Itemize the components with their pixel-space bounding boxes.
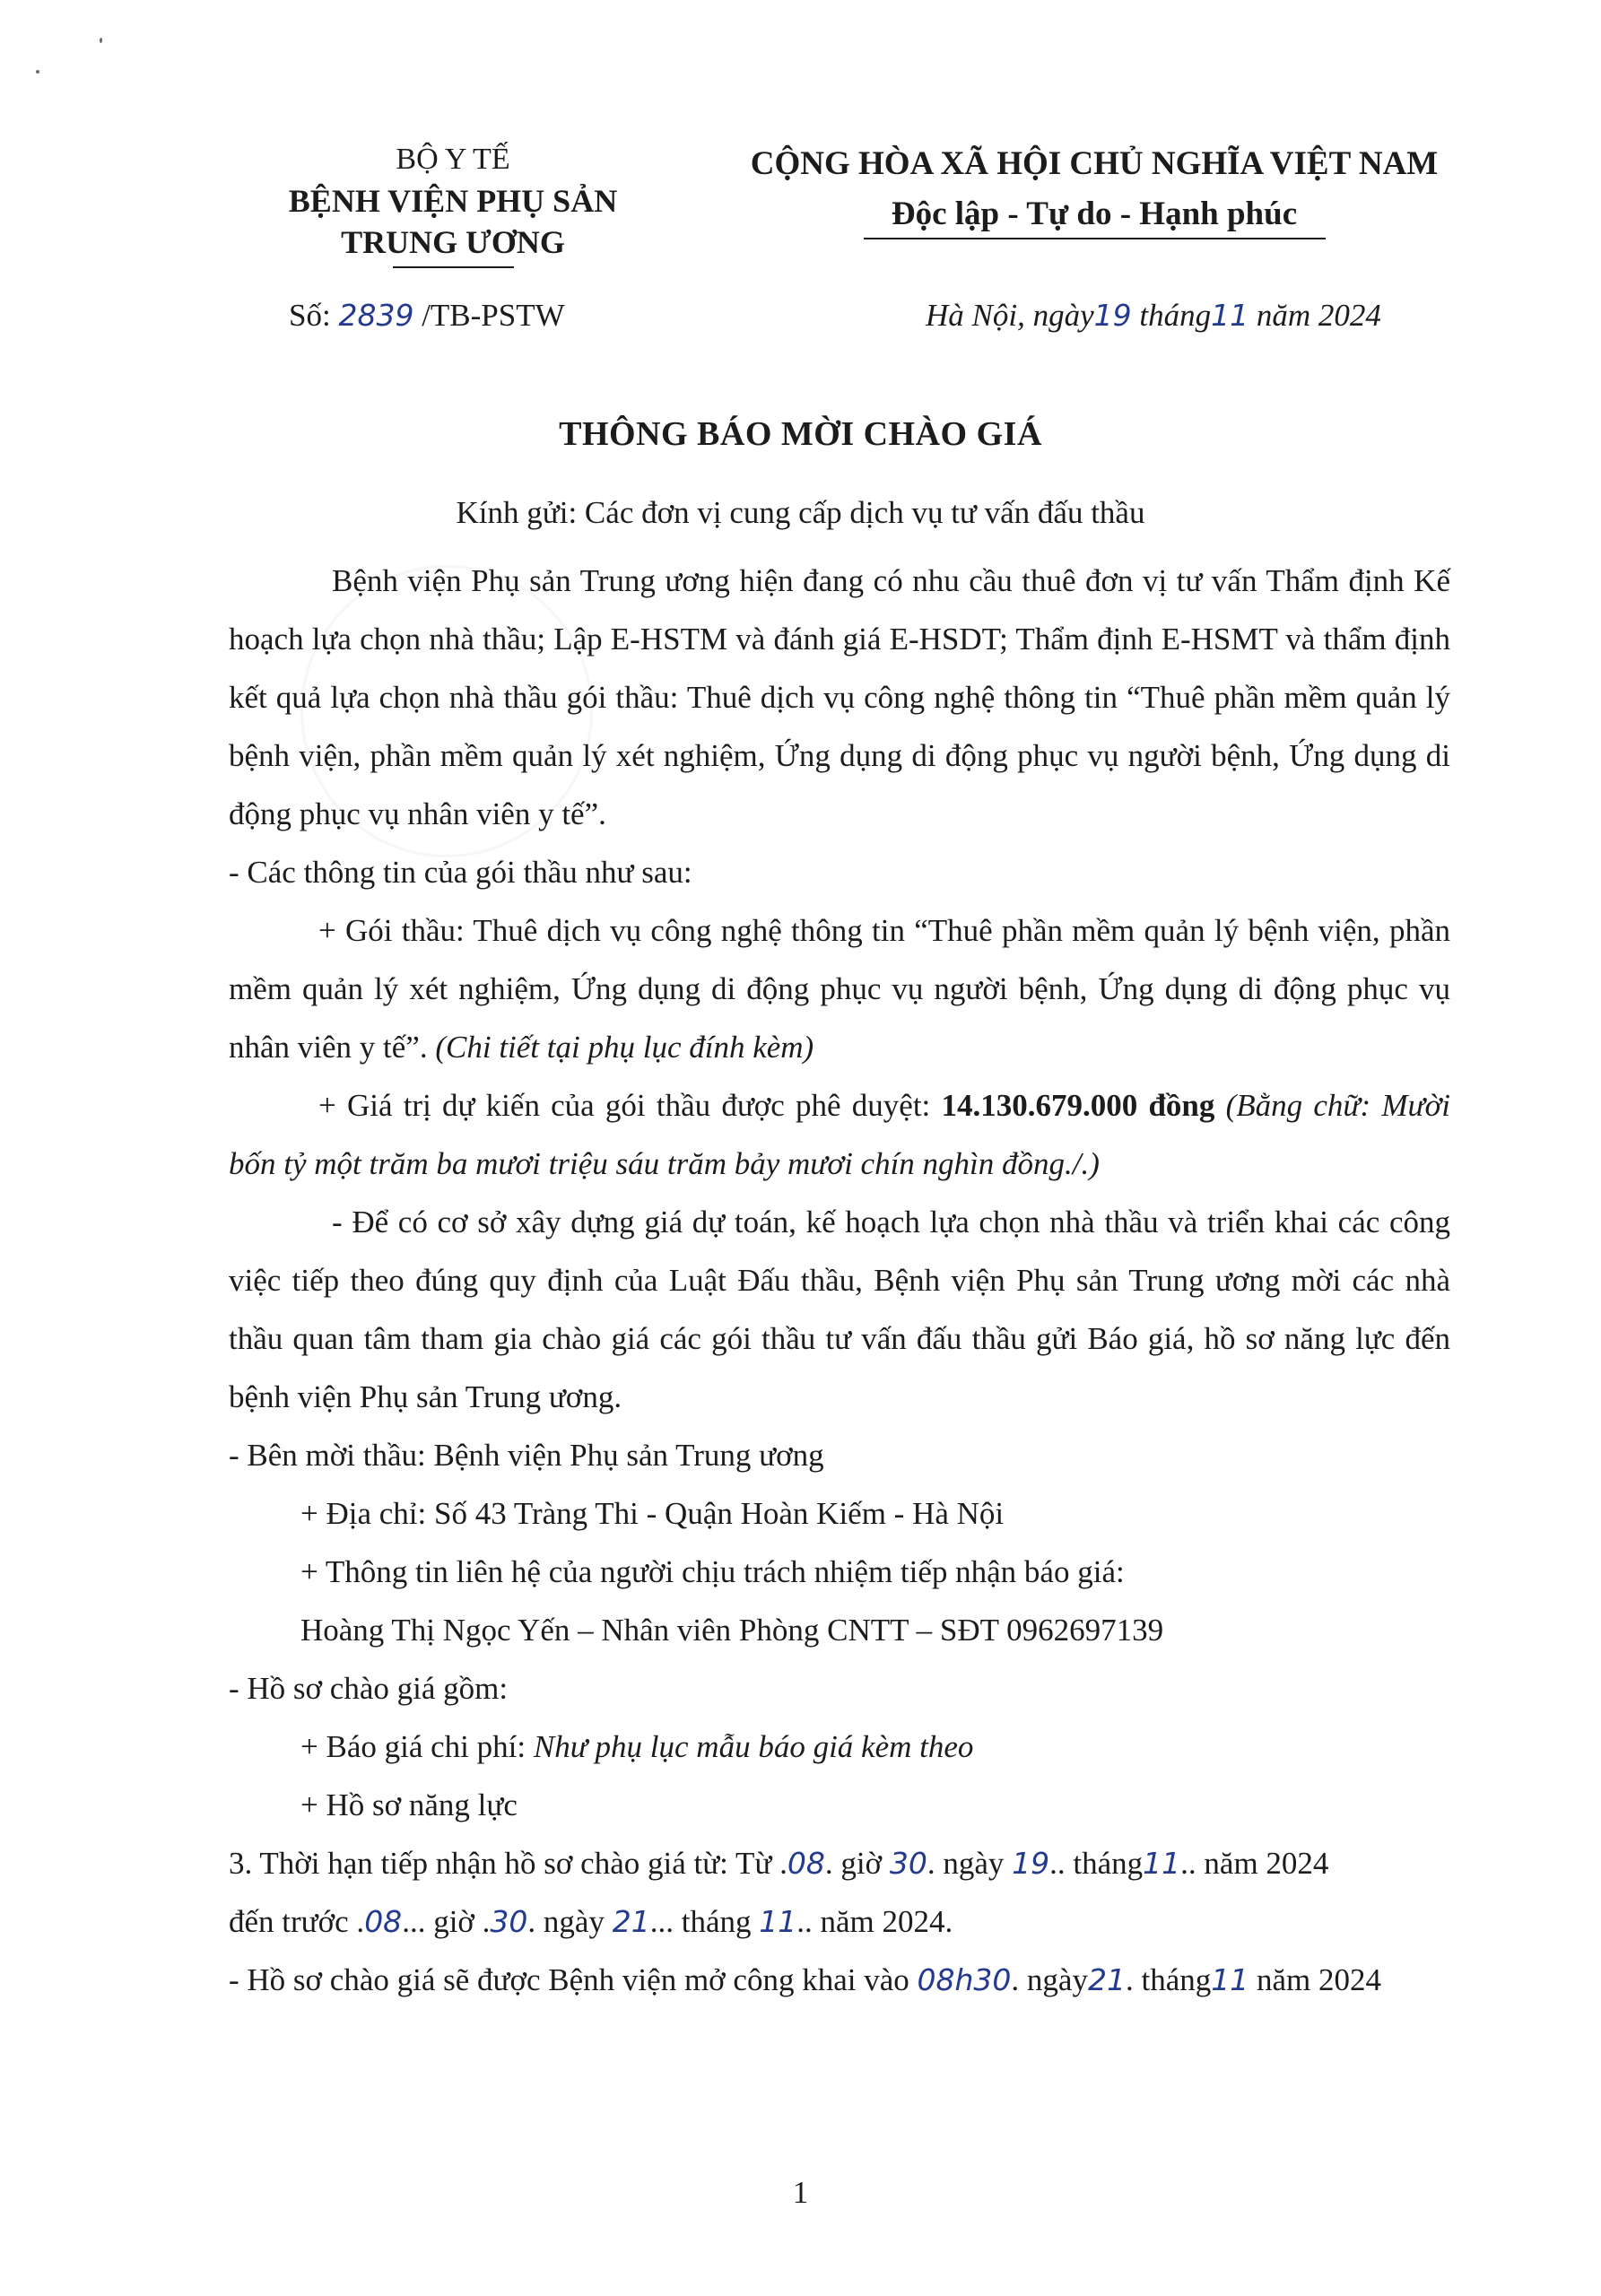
contact-heading: + Thông tin liên hệ của người chịu trách nhiệm tiếp nhận báo giá:	[300, 1554, 1125, 1589]
capability-line: + Hồ sơ năng lực	[300, 1787, 518, 1822]
issue-date	[926, 298, 1381, 334]
doc-number-prefix: Số:	[289, 298, 339, 333]
deadline-text: . ngày	[927, 1846, 1013, 1881]
hospital-name-line2: TRUNG ƯƠNG	[341, 224, 565, 260]
value-amount: 14.130.679.000 đồng	[941, 1088, 1215, 1123]
issuer-underline	[393, 266, 514, 268]
opening-time: 08h30	[917, 1962, 1012, 1997]
deadline-text: . giờ	[824, 1846, 890, 1881]
deadline-from-minute: 30	[889, 1846, 927, 1881]
deadline-to-day: 21	[612, 1904, 650, 1939]
quote-line	[229, 1718, 1450, 1776]
quote-note: Như phụ lục mẫu báo giá kèm theo	[533, 1729, 974, 1764]
date-prefix: Hà Nội, ngày	[926, 298, 1094, 333]
opening-text: . ngày	[1011, 1962, 1088, 1997]
deadline-from-day: 19	[1012, 1846, 1050, 1881]
opening-day: 21	[1087, 1962, 1126, 1997]
greeting-line: Kính gửi: Các đơn vị cung cấp dịch vụ tư vấn đấu thầu	[456, 495, 1145, 530]
ministry-name: BỘ Y TẾ	[396, 143, 510, 176]
doc-number-suffix: /TB-PSTW	[413, 298, 565, 333]
opening-text: năm 2024	[1249, 1962, 1381, 1997]
package-text: + Gói thầu: Thuê dịch vụ công nghệ thông tin “Thuê phần mềm quản lý bệnh viện, phần mềm quản lý xét nghiệm, Ứng dụng di động phục vụ người bệnh, Ứng dụng di động phục vụ nhân viên y tế”.	[229, 913, 1450, 1065]
deadline-line-1	[229, 1834, 1450, 1892]
opening-text: - Hồ sơ chào giá sẽ được Bệnh viện mở công khai vào	[229, 1962, 918, 1997]
deadline-text: . ngày	[527, 1904, 613, 1939]
document-title: THÔNG BÁO MỜI CHÀO GIÁ	[559, 415, 1042, 453]
deadline-from-month: 11	[1143, 1846, 1181, 1881]
hospital-name-line1: BỆNH VIỆN PHỤ SẢN	[288, 183, 618, 219]
date-month-label: tháng	[1131, 298, 1212, 333]
inviter-line: - Bên mời thầu: Bệnh viện Phụ sản Trung ương	[229, 1438, 824, 1473]
national-heading	[700, 139, 1489, 239]
quote-prefix: + Báo giá chi phí:	[300, 1729, 534, 1764]
document-body	[229, 552, 1450, 2009]
value-paragraph	[229, 1076, 1450, 1193]
purpose-paragraph: - Để có cơ sở xây dựng giá dự toán, kế hoạch lựa chọn nhà thầu và triển khai các công việc tiếp theo đúng quy định của Luật Đấu thầu, Bệnh viện Phụ sản Trung ương mời các nhà thầu quan tâm tham gia chào giá các gói thầu tư vấn đấu thầu gửi Báo giá, hồ sơ năng lực đến bệnh viện Phụ sản Trung ương.	[229, 1205, 1450, 1414]
scan-specks	[34, 36, 124, 90]
opening-line	[229, 1951, 1450, 2009]
date-month-handwritten: 11	[1211, 298, 1249, 333]
doc-number-handwritten: 2839	[338, 298, 414, 333]
national-motto: Độc lập - Tự do - Hạnh phúc	[891, 196, 1298, 232]
package-note: (Chi tiết tại phụ lục đính kèm)	[427, 1030, 814, 1065]
deadline-to-month: 11	[759, 1904, 797, 1939]
opening-month: 11	[1211, 1962, 1249, 1997]
deadline-text: đến trước .	[229, 1904, 365, 1939]
deadline-text: .. năm 2024.	[796, 1904, 953, 1939]
page-number: 1	[792, 2175, 809, 2210]
value-in-words: (Bằng chữ: Mười bốn tỷ một trăm ba mươi triệu sáu trăm bảy mươi chín nghìn đồng./.)	[229, 1088, 1450, 1181]
address-line: + Địa chỉ: Số 43 Tràng Thi - Quận Hoàn Kiếm - Hà Nội	[300, 1496, 1005, 1531]
issuer-block	[202, 139, 704, 268]
deadline-from-hour: 08	[787, 1846, 825, 1881]
date-year: năm 2024	[1249, 298, 1381, 333]
republic-name: CỘNG HÒA XÃ HỘI CHỦ NGHĨA VIỆT NAM	[750, 145, 1439, 182]
deadline-line-2	[229, 1892, 1450, 1951]
document-number	[289, 298, 565, 334]
deadline-text: ... giờ .	[402, 1904, 491, 1939]
package-info-heading: - Các thông tin của gói thầu như sau:	[229, 855, 692, 890]
deadline-to-minute: 30	[490, 1904, 528, 1939]
opening-text: . tháng	[1125, 1962, 1212, 1997]
deadline-text: .. năm 2024	[1180, 1846, 1329, 1881]
package-paragraph	[229, 901, 1450, 1076]
deadline-text: 3. Thời hạn tiếp nhận hồ sơ chào giá từ: Từ .	[229, 1846, 787, 1881]
date-day-handwritten: 19	[1093, 298, 1132, 333]
deadline-to-hour: 08	[364, 1904, 403, 1939]
docs-heading: - Hồ sơ chào giá gồm:	[229, 1671, 509, 1706]
value-prefix: + Giá trị dự kiến của gói thầu được phê duyệt:	[318, 1088, 942, 1123]
contact-person: Hoàng Thị Ngọc Yến – Nhân viên Phòng CNTT – SĐT 0962697139	[300, 1613, 1164, 1648]
intro-paragraph: Bệnh viện Phụ sản Trung ương hiện đang có nhu cầu thuê đơn vị tư vấn Thẩm định Kế hoạch lựa chọn nhà thầu; Lập E-HSTM và đánh giá E-HSDT; Thẩm định E-HSMT và thẩm định kết quả lựa chọn nhà thầu gói thầu: Thuê dịch vụ công nghệ thông tin “Thuê phần mềm quản lý bệnh viện, phần mềm quản lý xét nghiệm, Ứng dụng di động phục vụ người bệnh, Ứng dụng di động phục vụ nhân viên y tế”.	[229, 563, 1450, 831]
deadline-text: ... tháng	[649, 1904, 760, 1939]
deadline-text: .. tháng	[1049, 1846, 1144, 1881]
